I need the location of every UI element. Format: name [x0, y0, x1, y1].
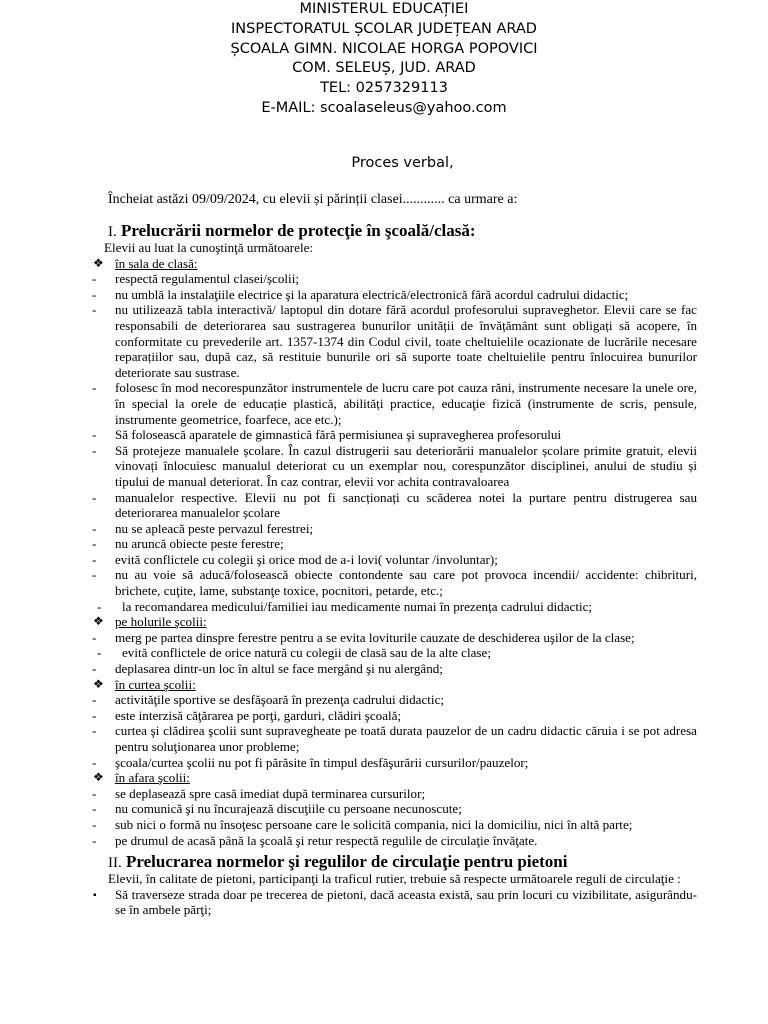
group-heading-outside-school: ❖ în afara şcolii: [93, 770, 190, 786]
dash-bullet-icon: - [97, 645, 102, 661]
dash-bullet-icon: - [92, 286, 97, 302]
dash-bullet-icon: - [92, 723, 97, 739]
list-item: - manualelor respective. Elevii nu pot fi sancționați cu scăderea notei la purtare pentru distrugerea sau deteriorarea manualelor școlare [92, 489, 697, 521]
dash-bullet-icon: - [92, 707, 97, 723]
header-school-name: ȘCOALA GIMN. NICOLAE HORGA POPOVICI [230, 40, 538, 57]
list-item: - curtea şi clădirea şcolii sunt supravegheate pe toată durata pauzelor de un cadru didactic căruia i se pot adresa pentru soluţionarea unor probleme; [92, 723, 697, 754]
list-item: - este interzisă căţărarea pe porţi, garduri, clădiri şcoală; [92, 707, 402, 723]
dash-bullet-icon: - [92, 661, 97, 677]
list-item: - deplasarea dintr-un loc în altul se face mergând şi nu alergând; [92, 661, 443, 677]
dash-bullet-icon: - [92, 380, 97, 396]
list-item: - folosesc în mod necorespunzător instrumentele de lucru care pot cauza răni, instrumente necesare la unele ore, în special la orele de educație plastică, abilități practice, educaţie fizică (instrumente de scris, pensule, instrumente geometrice, foarfece, ace etc.); [92, 380, 697, 427]
list-item: ▪ Să traverseze strada doar pe trecerea de pietoni, dacă aceasta există, sau prin locuri cu vizibilitate, asigurându-se în ambele părţi; [93, 886, 697, 918]
dash-bullet-icon: - [92, 785, 97, 801]
list-item: - nu aruncă obiecte peste ferestre; [92, 536, 284, 552]
section-1-lead: Elevii au luat la cunoştinţă următoarele: [104, 240, 314, 255]
dash-bullet-icon: - [92, 302, 97, 318]
list-item: - evită conflictele cu colegii şi orice mod de a-i lovi( voluntar /involuntar); [92, 551, 498, 567]
dash-bullet-icon: - [92, 520, 97, 536]
list-item: - sub nici o formă nu însoţesc persoane care le solicită compania, nici la domiciliu, nici în altă parte; [92, 816, 633, 832]
diamond-bullet-icon: ❖ [93, 676, 104, 691]
section-2-lead: Elevii, în calitate de pietoni, participanţi la traficul rutier, trebuie să respecte următoarele reguli de circulaţie : [108, 871, 681, 886]
dash-bullet-icon: - [92, 536, 97, 552]
section-2-number: II. [108, 855, 122, 871]
dash-bullet-icon: - [92, 427, 97, 443]
section-1-heading [108, 221, 476, 241]
intro-line: Încheiat astăzi 09/09/2024, cu elevii și părinții clasei............ ca urmare a: [108, 192, 518, 207]
dash-bullet-icon: - [92, 754, 97, 770]
section-1-title: Prelucrării normelor de protecţie în şcoală/clasă: [121, 221, 476, 240]
diamond-bullet-icon: ❖ [93, 614, 104, 629]
list-item: - respectă regulamentul clasei/școlii; [92, 271, 299, 287]
dash-bullet-icon: - [92, 551, 97, 567]
header-address: COM. SELEUȘ, JUD. ARAD [292, 60, 476, 77]
section-2-body [0, 871, 768, 918]
dash-bullet-icon: - [92, 801, 97, 817]
section-1-number: I. [108, 224, 117, 240]
list-item: - Să protejeze manualele școlare. În cazul distrugerii sau deteriorării manualelor școlare primite gratuit, elevii vinovați înlocuiesc manualul deteriorat cu un exemplar nou, corespunzător disciplinei, anului de studiu și tipului de manual deteriorat. În caz contrar, elevii vor achita contravaloarea [92, 442, 697, 489]
list-item: - pe drumul de acasă până la şcoală şi retur respectă regulile de circulaţie învăţate. [92, 832, 538, 848]
list-item: - nu comunică şi nu încurajează discuţiile cu persoane necunoscute; [92, 801, 462, 817]
section-2-title: Prelucrarea normelor şi regulilor de circulaţie pentru pietoni [126, 852, 568, 871]
section-1-body [0, 240, 768, 848]
diamond-bullet-icon: ❖ [93, 255, 104, 270]
list-item: - activităţile sportive se desfăşoară în prezenţa cadrului didactic; [92, 692, 445, 708]
document-title: Proces verbal, [351, 155, 454, 171]
square-bullet-icon: ▪ [93, 889, 97, 901]
dash-bullet-icon: - [92, 567, 97, 583]
header-inspectorate: INSPECTORATUL ȘCOLAR JUDEȚEAN ARAD [231, 20, 537, 37]
list-item: - evită conflictele de orice natură cu colegii de clasă sau de la alte clase; [97, 645, 491, 661]
list-item: - Să folosească aparatele de gimnastică fără permisiunea şi supravegherea profesorului [92, 427, 562, 443]
list-item: - la recomandarea medicului/familiei iau medicamente numai în prezența cadrului didactic; [97, 598, 593, 614]
list-item: - nu umblă la instalaţiile electrice şi la aparatura electrică/electronică fără acordul cadrului didactic; [92, 286, 629, 302]
school-header [0, 0, 768, 119]
dash-bullet-icon: - [97, 598, 102, 614]
diamond-bullet-icon: ❖ [93, 770, 104, 785]
dash-bullet-icon: - [92, 271, 97, 287]
dash-bullet-icon: - [92, 442, 97, 458]
dash-bullet-icon: - [92, 692, 97, 708]
list-item: - merg pe partea dinspre ferestre pentru a se evita loviturile cauzate de deschiderea uşilor de la clase; [92, 629, 635, 645]
list-item: - şcoala/curtea şcolii nu pot fi părăsite în timpul desfăşurării cursurilor/pauzelor; [92, 754, 529, 770]
section-2-heading [108, 852, 567, 872]
dash-bullet-icon: - [92, 629, 97, 645]
list-item: - nu se apleacă peste pervazul ferestrei; [92, 520, 314, 536]
dash-bullet-icon: - [92, 489, 97, 505]
header-phone: TEL: 0257329113 [320, 80, 448, 97]
dash-bullet-icon: - [92, 832, 97, 848]
header-ministry: MINISTERUL EDUCAȚIEI [299, 1, 469, 17]
dash-bullet-icon: - [92, 816, 97, 832]
list-item: - nu utilizează tabla interactivă/ laptopul din dotare fără acordul profesorului supraveghetor. Elevii care se fac responsabili de deteriorarea sau sustragerea bunurilor unității de învățământ sunt obligați să acopere, în conformitate cu prevederile art. 1357-1374 din Codul civil, toate cheltuielile ocazionate de lucrările necesare reparațiilor sau, după caz, să restituie bunurile ori să suporte toate cheltuielile pentru înlocuirea bunurilor deteriorate sau sustrase. [92, 302, 697, 380]
header-email: E-MAIL: scoalaseleus@yahoo.com [261, 99, 507, 116]
group-heading-hallways: ❖ pe holurile şcolii: [93, 614, 207, 630]
list-item: - nu au voie să aducă/folosească obiecte contondente sau care pot provoca incendii/ accidente: chibrituri, brichete, cuţite, lame, substanţe toxice, pocnitori, petarde, etc.; [92, 567, 697, 599]
group-heading-classroom: ❖ în sala de clasă: [93, 255, 198, 271]
group-heading-schoolyard: ❖ în curtea şcolii: [93, 676, 196, 692]
list-item: - se deplasează spre casă imediat după terminarea cursurilor; [92, 785, 426, 801]
